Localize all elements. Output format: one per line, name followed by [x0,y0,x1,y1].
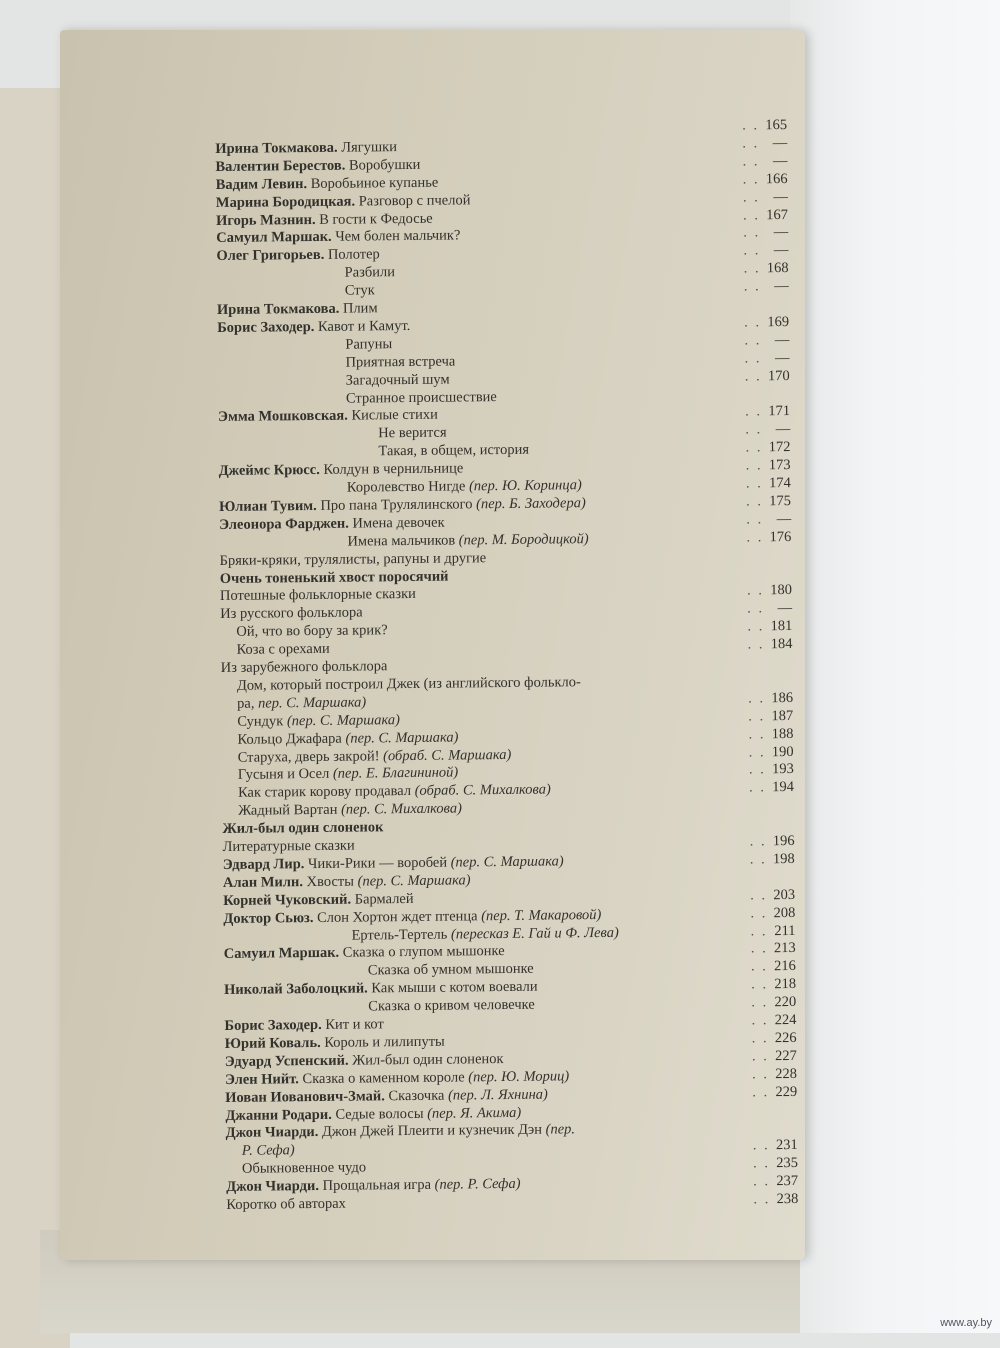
toc-page-number: — [774,349,790,366]
toc-leader-dots: . . [747,636,765,653]
toc-leader-dots: . . [743,260,761,277]
toc-translator-note: (пересказ Е. Гай и Ф. Лева) [450,924,619,943]
toc-translator-note: (пер. С. Маршака) [345,729,459,747]
toc-page-number: 226 [774,1029,797,1047]
toc-work-title: Бармалей [351,890,414,908]
toc-work-title: Жил-был один слоненок [348,1050,504,1069]
toc-leader-dots: . . [752,1137,770,1154]
toc-leader-dots: . . [746,528,764,546]
toc-title [368,996,535,1016]
toc-translator-note: Р. Сефа) [241,1142,295,1160]
toc-translator-note: (пер. Л. Яхнина) [447,1086,548,1104]
toc-page-number: 194 [772,779,795,796]
toc-leader-dots: . . [746,511,764,528]
toc-title [215,138,397,158]
book-page [60,30,805,1260]
toc-title [236,640,329,659]
toc-translator-note: (пер. Р. Сефа) [434,1175,521,1193]
watermark: www.ay.by [940,1317,992,1329]
toc-page-number: 175 [769,492,792,510]
toc-title [378,441,529,461]
toc-page-number: 198 [772,850,795,868]
toc-work-title: Не верится [378,424,447,442]
toc-page-number: 187 [771,707,794,724]
toc-page-number: — [772,134,788,152]
toc-page-number: 166 [765,170,788,187]
toc-work-title: Потешные фольклорные сказки [219,586,416,605]
toc-author: Юрий Коваль. [224,1034,321,1052]
toc-leader-dots: . . [748,761,766,778]
toc-work-title: Приятная встреча [345,353,456,371]
toc-leader-dots: . . [750,886,768,904]
toc-work-title: Ертель-Тертель [351,926,452,944]
toc-work-title: Сказка об умном мышонке [367,961,534,979]
toc-translator-note: (пер. Ю. Коринца) [468,477,582,495]
toc-work-title: Коротко об авторах [226,1195,346,1213]
toc-page-number: 172 [768,439,791,456]
toc-page-number: 203 [773,886,796,903]
toc-work-title: Джон Джей Плеити и кузнечик Дэн [318,1121,546,1141]
toc-page-number: 220 [774,994,797,1011]
toc-title [220,585,416,605]
toc-leader-dots: . . [752,1065,770,1083]
toc-work-title: Как старик корову продавал [237,783,415,802]
toc-title [237,693,366,712]
toc-translator-note: (пер. С. Маршака) [357,872,471,890]
toc-translator-note: (пер. Б. Заходера) [476,495,586,513]
toc-work-title: Воробушки [345,156,421,174]
toc-work-title: Король и лилипуты [320,1033,445,1051]
toc-title [378,424,447,443]
toc-author: Корней Чуковский. [223,891,352,909]
toc-title [345,281,375,299]
toc-title [216,246,380,266]
toc-work-title: Имена девочек [348,514,445,532]
toc-title [215,156,420,176]
toc-work-title: Из русского фольклора [220,604,363,623]
toc-work-title: Стук [344,282,375,299]
toc-leader-dots: . . [747,618,765,635]
toc-leader-dots: . . [745,439,763,456]
toc-page-number: 176 [769,528,792,545]
toc-author: Алан Милн. [222,873,304,891]
toc-author: Борис Заходер. [224,1016,322,1034]
toc-page-number: 208 [773,904,796,921]
toc-work-title: Бряки-кряки, трулялисты, рапуны и другие [219,549,487,569]
toc-translator-note: (пер. С. Маршака) [450,853,564,871]
toc-page-number: 173 [768,457,791,474]
toc-page-number: — [777,600,793,617]
toc-work-title: Чем болен мальчик? [331,227,461,246]
toc-leader-dots: . . [745,403,763,420]
toc-author: Игорь Мазнин. [215,211,316,229]
toc-work-title: Полотер [324,246,380,264]
toc-leader-dots: . . [748,690,766,707]
toc-leader-dots: . . [742,117,760,134]
toc-leader-dots: . . [744,314,762,331]
toc-page-number: — [774,331,790,348]
toc-page-number: — [775,421,791,438]
toc-leader-dots: . . [743,206,761,223]
toc-work-title: Разбили [344,264,396,281]
toc-title [217,317,410,337]
toc-work-title: Кавот и Камут. [314,317,411,335]
toc-page-number: 231 [775,1137,798,1154]
toc-page-number: — [772,152,788,169]
toc-work-title: Коза с орехами [236,640,330,658]
toc-work-title: Кольцо Джафара [237,730,346,748]
toc-work-title: Хвосты [302,873,358,890]
toc-title [236,621,387,641]
toc-title [222,818,383,838]
toc-translator-note: (пер. С. Михалкова) [340,800,462,818]
toc-work-title: Жадный Вартан [238,801,342,819]
toc-page-number: 190 [771,743,794,760]
toc-page-number: 174 [768,474,791,492]
toc-page-number: 224 [774,1011,797,1029]
toc-work-title: Лягушки [337,138,397,156]
toc-page-number: 170 [767,367,790,384]
toc-leader-dots: . . [748,743,766,760]
toc-work-title: Рапуны [345,335,393,353]
toc-page-number: 180 [770,582,793,599]
toc-page-number: 169 [767,313,790,331]
toc-leader-dots: . . [743,224,761,241]
toc-leader-dots: . . [750,922,768,939]
toc-title [345,335,392,353]
toc-author: Николай Заболоцкий. [224,980,368,999]
toc-translator-note: (пер. [545,1121,576,1138]
toc-work-title: Про пана Трулялинского [316,496,477,514]
toc-title [226,1195,346,1214]
toc-translator-note: (пер. С. Маршака) [286,711,400,729]
toc-page-number: 229 [775,1083,798,1100]
toc-author: Иован Иованович-Змай. [225,1087,385,1106]
toc-author: Вадим Левин. [215,175,308,193]
table-of-contents [215,116,807,1252]
toc-translator-note: пер. С. Маршака) [257,694,367,712]
toc-translator-note: (пер. М. Бородицкой) [458,530,589,549]
toc-leader-dots: . . [749,779,767,796]
toc-page-number: 213 [773,940,796,957]
toc-author: Олег Григорьев. [216,247,325,265]
toc-leader-dots: . . [750,940,768,957]
toc-author: Юлиан Тувим. [218,497,317,515]
toc-leader-dots: . . [752,1083,770,1101]
toc-work-title: Такая, в общем, история [378,441,530,460]
toc-work-title: Прощальная игра [318,1176,435,1195]
toc-title [224,1015,384,1035]
toc-leader-dots: . . [751,1030,769,1047]
toc-title [368,960,534,980]
toc-work-title: Сказочка [384,1087,449,1104]
toc-work-title: Литературные сказки [222,837,355,855]
toc-leader-dots: . . [748,725,766,743]
toc-work-title: Чики-Рики — воробей [304,854,451,872]
toc-title [346,388,497,408]
toc-work-title: Гусыня и Осел [237,766,334,784]
toc-page-number: 188 [771,725,794,742]
toc-page-number: 167 [766,206,789,223]
toc-page-number: 235 [776,1155,799,1172]
toc-page-number: — [773,224,789,241]
toc-leader-dots: . . [745,457,763,474]
toc-leader-dots: . . [749,851,767,868]
toc-leader-dots: . . [742,170,760,188]
toc-work-title: Сундук [237,712,287,730]
toc-translator-note: (обраб. С. Михалкова) [414,781,551,800]
toc-author: Джанни Родари. [225,1106,332,1124]
toc-author: Ирина Токмакова. [216,300,340,318]
toc-title [217,299,378,319]
toc-leader-dots: . . [751,976,769,993]
toc-work-title: Странное происшествие [345,388,497,407]
toc-work-title: ра, [237,695,259,712]
toc-leader-dots: . . [744,332,762,349]
toc-leader-dots: . . [744,367,762,385]
toc-page-number: 211 [774,922,796,939]
toc-author: Доктор Сьюз. [223,909,314,927]
toc-page-number: 181 [770,618,793,635]
section-title: Жил-был один слоненок [222,819,384,838]
toc-page-number: 193 [771,761,794,778]
section-title: Очень тоненький хвост поросячий [219,568,449,587]
toc-author: Джеймс Крюсс. [218,462,320,480]
toc-work-title: Ой, что во бору за крик? [236,622,388,640]
toc-page-number: 171 [768,403,791,420]
toc-work-title: Седые волосы [331,1105,428,1123]
toc-work-title: Загадочный шум [345,371,450,389]
toc-leader-dots: . . [742,135,760,152]
toc-title [223,890,414,910]
toc-leader-dots: . . [753,1191,771,1208]
toc-translator-note: (пер. Т. Макаровой) [481,906,602,924]
toc-author: Борис Заходер. [217,318,315,336]
toc-translator-note: (обраб. С. Маршака) [383,746,512,764]
toc-leader-dots: . . [751,1048,769,1065]
toc-leader-dots: . . [743,242,761,259]
toc-leader-dots: . . [746,582,765,599]
toc-page-number: 237 [776,1173,799,1190]
toc-page-number: — [773,188,788,205]
toc-author: Элен Нийт. [224,1070,299,1088]
toc-author: Джон Чиарди. [225,1124,319,1142]
toc-title [237,711,400,731]
toc-work-title: Плим [339,300,378,317]
toc-author: Ирина Токмакова. [215,139,338,157]
toc-translator-note: (пер. Я. Акима) [427,1104,522,1122]
toc-leader-dots: . . [750,958,768,975]
toc-author: Марина Бородицкая. [215,193,356,211]
toc-author: Эдуард Успенский. [224,1052,349,1070]
toc-work-title: Слон Хортон ждет птенца [313,907,482,926]
toc-page-number: 184 [770,636,793,653]
toc-leader-dots: . . [742,153,760,170]
toc-leader-dots: . . [746,493,764,510]
toc-title [220,604,363,623]
toc-title [345,352,455,371]
toc-title [222,837,354,856]
toc-author: Самуил Маршак. [223,945,340,963]
toc-page-number: 168 [766,260,789,277]
toc-work-title: Королевство Нигде [346,478,470,496]
toc-leader-dots: . . [745,475,763,492]
toc-translator-note: (пер. Е. Благининой) [332,764,459,783]
toc-leader-dots: . . [752,1155,771,1172]
toc-page-number: — [774,278,789,295]
toc-work-title: Старуха, дверь закрой! [237,747,384,766]
toc-work-title: Как мыши с котом воевали [367,978,538,997]
toc-work-title: Сказка о каменном короле [298,1069,469,1087]
toc-work-title: Разговор с пчелой [354,191,471,210]
toc-work-title: Воробьиное купанье [306,174,439,192]
toc-work-title: Кит и кот [321,1016,384,1033]
toc-author: Эдвард Лир. [222,855,305,873]
toc-page-number: 186 [771,689,794,707]
toc-work-title: Сказка о кривом человечке [368,996,535,1015]
toc-page-number: 165 [765,117,788,134]
toc-page-number: 238 [776,1190,799,1208]
toc-translator-note: (пер. Ю. Мориц) [468,1068,570,1086]
background-right [790,0,1000,1333]
toc-leader-dots: . . [753,1173,771,1190]
toc-page-number: 216 [774,958,796,975]
toc-leader-dots: . . [744,349,762,367]
toc-page-number: 196 [772,832,795,850]
toc-leader-dots: . . [747,600,765,617]
toc-title [346,370,450,389]
toc-title [242,1142,295,1161]
toc-page-number: 228 [775,1065,798,1082]
toc-leader-dots: . . [745,421,763,438]
toc-author: Эмма Мошковская. [218,408,348,426]
toc-work-title: Сказка о глупом мышонке [339,943,505,962]
toc-work-title: Обыкновенное чудо [241,1159,367,1177]
toc-work-title: Дом, который построил Джек (из английского фолькло- [236,674,581,694]
toc-leader-dots: . . [749,833,767,850]
toc-title [221,657,388,677]
toc-author: Джон Чиарди. [226,1178,320,1196]
toc-page-number: 227 [774,1047,797,1064]
toc-leader-dots: . . [743,278,761,295]
toc-author: Самуил Маршак. [216,229,332,247]
toc-title [344,263,395,282]
toc-author: Валентин Берестов. [215,157,346,175]
toc-leader-dots: . . [751,1012,769,1029]
toc-page-number: — [776,510,792,527]
toc-work-title: Имена мальчиков [347,532,459,550]
toc-author: Элеонора Фарджен. [219,515,349,533]
toc-leader-dots: . . [748,707,766,725]
toc-work-title: Из зарубежного фольклора [220,658,388,676]
toc-title [242,1159,366,1178]
toc-work-title: Кислые стихи [347,407,438,425]
toc-leader-dots: . . [750,904,768,922]
toc-page-number: 218 [774,976,797,993]
toc-leader-dots: . . [742,188,760,206]
toc-leader-dots: . . [751,994,769,1011]
toc-work-title: Колдун в чернильнице [319,460,464,479]
toc-page-number: — [773,242,789,259]
toc-work-title: В гости к Федосье [315,210,433,228]
